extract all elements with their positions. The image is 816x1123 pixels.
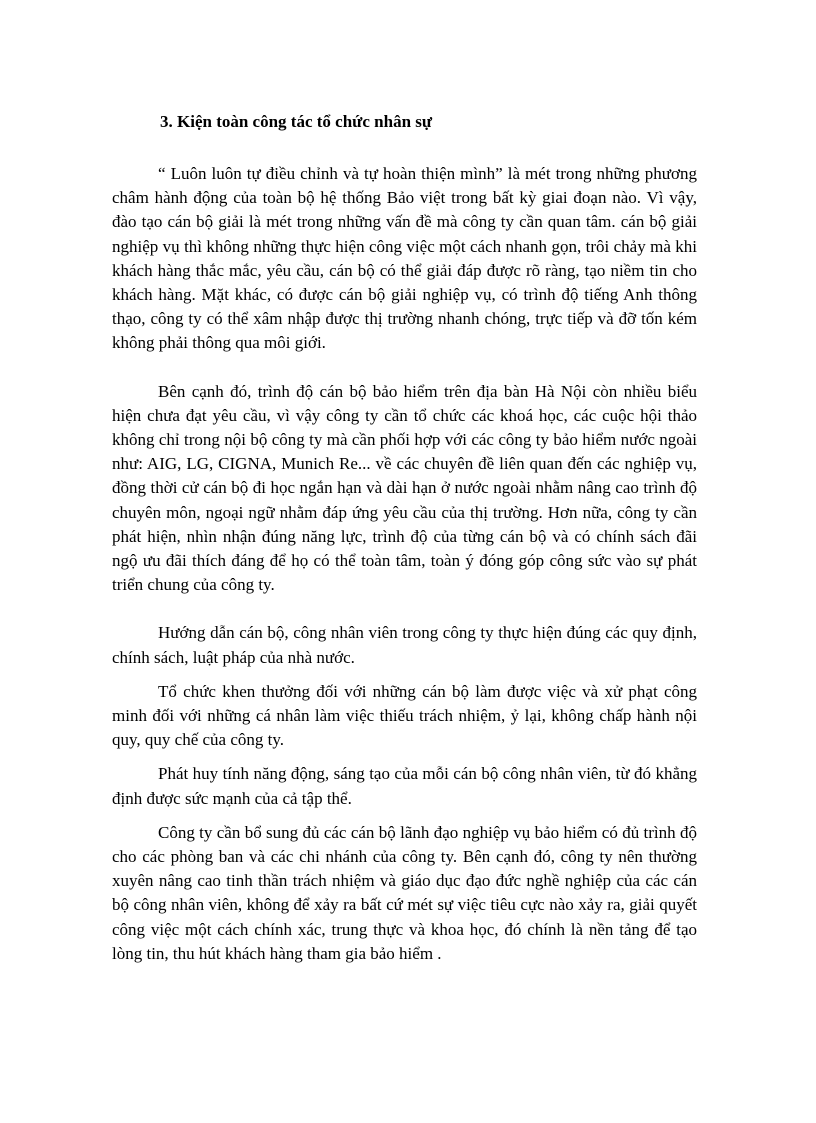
paragraph-rewards-discipline: Tổ chức khen thưởng đối với những cán bộ làm được việc và xử phạt công minh đối với những cá nhân làm việc thiếu trách nhiệm, ỷ lại, không chấp hành nội quy, quy chế của công ty. <box>112 681 697 750</box>
paragraph-self-improvement: “ Luôn luôn tự điều chỉnh và tự hoàn thiện mình” là mét trong những phương châm hành động của toàn bộ hệ thống Bảo việt trong bất kỳ giai đoạn nào. Vì vậy, đào tạo cán bộ giải là mét trong những vấn đề mà công ty cần quan tâm. cán bộ giải nghiệp vụ thì không những thực hiện công việc một cách nhanh gọn, trôi chảy mà khi khách hàng thắc mắc, yêu cầu, cán bộ có thể giải đáp được rõ ràng, tạo niềm tin cho khách hàng. Mặt khác, có được cán bộ giải nghiệp vụ, có trình độ tiếng Anh thông thạo, công ty có thể xâm nhập được thị trường nhanh chóng, trực tiếp và đỡ tốn kém không phải thông qua môi giới. <box>112 164 697 353</box>
paragraph-leadership: Công ty cần bổ sung đủ các cán bộ lãnh đạo nghiệp vụ bảo hiểm có đủ trình độ cho các phòng ban và các chi nhánh của công ty. Bên cạnh đó, công ty nên thường xuyên nâng cao tinh thần trách nhiệm và giáo dục đạo đức nghề nghiệp của các cán bộ công nhân viên, không để xảy ra bất cứ mét sự việc tiêu cực nào xảy ra, giải quyết công việc một cách chính xác, trung thực và khoa học, đó chính là nền tảng để tạo lòng tin, thu hút khách hàng tham gia bảo hiểm . <box>112 822 697 963</box>
paragraph-staff-training: Bên cạnh đó, trình độ cán bộ bảo hiểm trên địa bàn Hà Nội còn nhiều biểu hiện chưa đạt yêu cầu, vì vậy công ty cần tổ chức các khoá học, các cuộc hội thảo không chỉ trong nội bộ công ty mà cần phối hợp với các công ty bảo hiểm nước ngoài như: AIG, LG, CIGNA, Munich Re... về các chuyên đề liên quan đến các nghiệp vụ, đồng thời cử cán bộ đi học ngắn hạn và dài hạn ở nước ngoài nhằm nâng cao trình độ chuyên môn, ngoại ngữ nhằm đáp ứng yêu cầu của thị trường. Hơn nữa, công ty cần phát hiện, nhìn nhận đúng năng lực, trình độ của từng cán bộ và có chính sách đãi ngộ ưu đãi thích đáng để họ có thể toàn tâm, toàn ý đóng góp công sức vào sự phát triển chung của công ty. <box>112 381 697 595</box>
paragraph-regulations: Hướng dẫn cán bộ, công nhân viên trong công ty thực hiện đúng các quy định, chính sách, luật pháp của nhà nước. <box>112 623 697 667</box>
document-body <box>112 110 697 966</box>
section-heading: 3. Kiện toàn công tác tổ chức nhân sự <box>160 112 433 131</box>
paragraph-creativity: Phát huy tính năng động, sáng tạo của mỗi cán bộ công nhân viên, từ đó khẳng định được sức mạnh của cả tập thể. <box>112 764 697 808</box>
